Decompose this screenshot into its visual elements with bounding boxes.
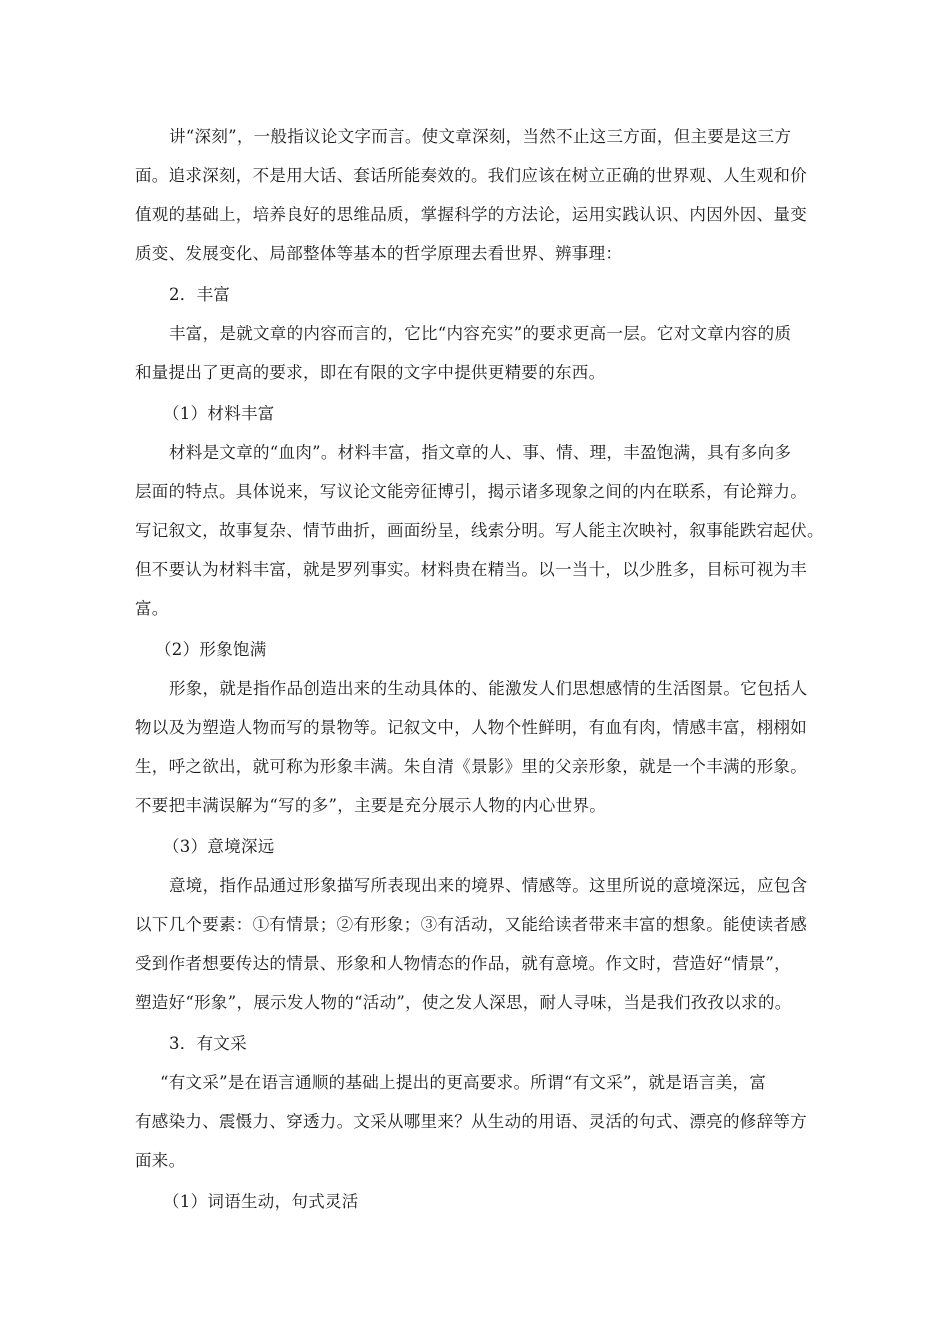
paragraph-line: 但不要认为材料丰富，就是罗列事实。材料贵在精当。以一当十，以少胜多，目标可视为丰 bbox=[135, 560, 807, 579]
paragraph-line: 不要把丰满误解为“写的多”，主要是充分展示人物的内心世界。 bbox=[135, 796, 607, 815]
paragraph-line: 层面的特点。具体说来，写议论文能旁征博引，揭示诸多现象之间的内在联系，有论辩力。 bbox=[135, 482, 807, 501]
paragraph-line: 塑造好“形象”，展示发人物的“活动”，使之发人深思，耐人寻味，当是我们孜孜以求的。 bbox=[135, 993, 792, 1012]
paragraph-line: 和量提出了更高的要求，即在有限的文字中提供更精要的东西。 bbox=[135, 363, 606, 382]
subsection-heading: （1）词语生动，句式灵活 bbox=[163, 1192, 359, 1211]
paragraph-line: 值观的基础上，培养良好的思维品质，掌握科学的方法论，运用实践认识、内因外因、量变 bbox=[135, 205, 807, 224]
subsection-heading: （3）意境深远 bbox=[163, 837, 275, 856]
paragraph-line: 丰富，是就文章的内容而言的，它比“内容充实”的要求更高一层。它对文章内容的质 bbox=[169, 324, 792, 343]
paragraph-line: 以下几个要素：①有情景；②有形象；③有活动，又能给读者带来丰富的想象。能使读者感 bbox=[135, 915, 807, 934]
paragraph-line: “有文采”是在语言通顺的基础上提出的更高要求。所谓“有文采”，就是语言美，富 bbox=[160, 1073, 767, 1092]
paragraph-line: 面。追求深刻，不是用大话、套话所能奏效的。我们应该在树立正确的世界观、人生观和价 bbox=[135, 166, 807, 185]
paragraph-line: 有感染力、震慑力、穿透力。文采从哪里来？从生动的用语、灵活的句式、漂亮的修辞等方 bbox=[135, 1112, 807, 1131]
paragraph-line: 富。 bbox=[135, 599, 169, 618]
paragraph-line: 意境，指作品通过形象描写所表现出来的境界、情感等。这里所说的意境深远，应包含 bbox=[169, 876, 808, 895]
subsection-heading: （2）形象饱满 bbox=[155, 640, 267, 659]
paragraph-line: 质变、发展变化、局部整体等基本的哲学原理去看世界、辨事理： bbox=[135, 244, 623, 263]
paragraph-line: 写记叙文，故事复杂、情节曲折，画面纷呈，线索分明。写人能主次映衬，叙事能跌宕起伏。 bbox=[135, 521, 824, 540]
paragraph-line: 生，呼之欲出，就可称为形象丰满。朱自清《景影》里的父亲形象，就是一个丰满的形象。 bbox=[135, 757, 807, 776]
paragraph-line: 物以及为塑造人物而写的景物等。记叙文中，人物个性鲜明，有血有肉，情感丰富，栩栩如 bbox=[135, 718, 807, 737]
section-heading: 2．丰富 bbox=[169, 285, 231, 304]
paragraph-line: 面来。 bbox=[135, 1151, 186, 1170]
section-heading: 3．有文采 bbox=[169, 1034, 247, 1053]
paragraph-line: 材料是文章的“血肉”。材料丰富，指文章的人、事、情、理，丰盈饱满，具有多向多 bbox=[169, 443, 792, 462]
paragraph-line: 受到作者想要传达的情景、形象和人物情态的作品，就有意境。作文时，营造好“情景”， bbox=[135, 954, 791, 973]
subsection-heading: （1）材料丰富 bbox=[163, 404, 275, 423]
paragraph-line: 讲“深刻”，一般指议论文字而言。使文章深刻，当然不止这三方面，但主要是这三方 bbox=[169, 127, 792, 146]
paragraph-line: 形象，就是指作品创造出来的生动具体的、能激发人们思想感情的生活图景。它包括人 bbox=[169, 679, 808, 698]
